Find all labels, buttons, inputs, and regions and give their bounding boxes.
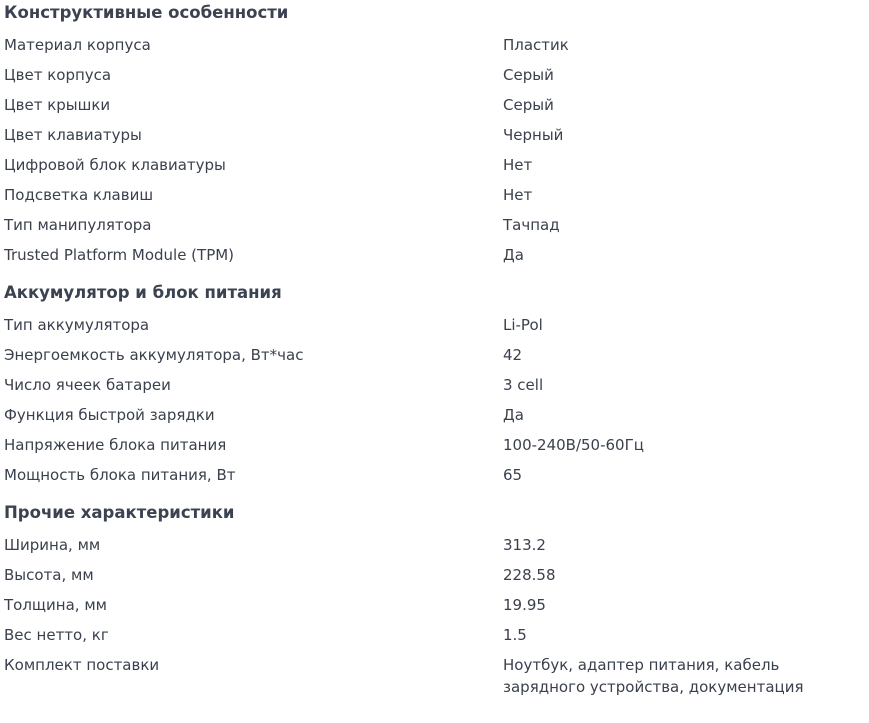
spec-value: Ноутбук, адаптер питания, кабель зарядного устройства, документация <box>503 656 804 696</box>
spec-label: Материал корпуса <box>4 36 151 54</box>
spec-label: Цвет корпуса <box>4 66 112 84</box>
spec-label: Функция быстрой зарядки <box>4 406 215 424</box>
section-title: Прочие характеристики <box>4 503 235 522</box>
spec-value: 313.2 <box>503 536 546 554</box>
spec-label: Цвет клавиатуры <box>4 126 142 144</box>
spec-label: Trusted Platform Module (TPM) <box>4 246 235 264</box>
spec-label: Высота, мм <box>4 566 94 584</box>
spec-value: 19.95 <box>503 596 546 614</box>
spec-list <box>4 310 869 490</box>
spec-row <box>4 650 869 698</box>
spec-label: Напряжение блока питания <box>4 436 227 454</box>
spec-label: Комплект поставки <box>4 656 160 674</box>
spec-value: Да <box>503 406 524 424</box>
spec-value: Серый <box>503 96 554 114</box>
spec-row <box>4 560 869 590</box>
spec-value: Серый <box>503 66 554 84</box>
spec-row <box>4 60 869 90</box>
spec-value: Тачпад <box>503 216 560 234</box>
spec-label: Тип аккумулятора <box>4 316 150 334</box>
spec-row <box>4 310 869 340</box>
spec-row <box>4 30 869 60</box>
spec-row <box>4 120 869 150</box>
spec-value: Пластик <box>503 36 569 54</box>
spec-row <box>4 150 869 180</box>
spec-label: Тип манипулятора <box>4 216 152 234</box>
spec-row <box>4 400 869 430</box>
spec-row <box>4 180 869 210</box>
spec-row <box>4 210 869 240</box>
spec-label: Вес нетто, кг <box>4 626 109 644</box>
spec-value: 42 <box>503 346 523 364</box>
section-construction <box>4 0 869 270</box>
spec-value: 1.5 <box>503 626 527 644</box>
spec-label: Цвет крышки <box>4 96 111 114</box>
spec-label: Цифровой блок клавиатуры <box>4 156 226 174</box>
spec-value: Да <box>503 246 524 264</box>
spec-row <box>4 590 869 620</box>
spec-row <box>4 460 869 490</box>
spec-row <box>4 90 869 120</box>
spec-label: Число ячеек батареи <box>4 376 171 394</box>
spec-value: Нет <box>503 156 533 174</box>
spec-value: Черный <box>503 126 564 144</box>
spec-value: 228.58 <box>503 566 556 584</box>
spec-row <box>4 430 869 460</box>
spec-value: Li-Pol <box>503 316 543 334</box>
spec-value: 3 cell <box>503 376 544 394</box>
section-title: Аккумулятор и блок питания <box>4 283 282 302</box>
spec-row <box>4 370 869 400</box>
spec-row <box>4 620 869 650</box>
spec-label: Мощность блока питания, Вт <box>4 466 236 484</box>
spec-value: Нет <box>503 186 533 204</box>
spec-row <box>4 340 869 370</box>
spec-label: Толщина, мм <box>4 596 107 614</box>
spec-label: Подсветка клавиш <box>4 186 154 204</box>
spec-label: Ширина, мм <box>4 536 101 554</box>
spec-value: 65 <box>503 466 523 484</box>
section-battery-power <box>4 280 869 490</box>
spec-label: Энергоемкость аккумулятора, Вт*час <box>4 346 304 364</box>
spec-list <box>4 530 869 698</box>
section-title: Конструктивные особенности <box>4 3 289 22</box>
spec-value: 100-240В/50-60Гц <box>503 436 644 454</box>
spec-row <box>4 530 869 560</box>
section-other <box>4 500 869 698</box>
spec-row <box>4 240 869 270</box>
spec-list <box>4 30 869 270</box>
